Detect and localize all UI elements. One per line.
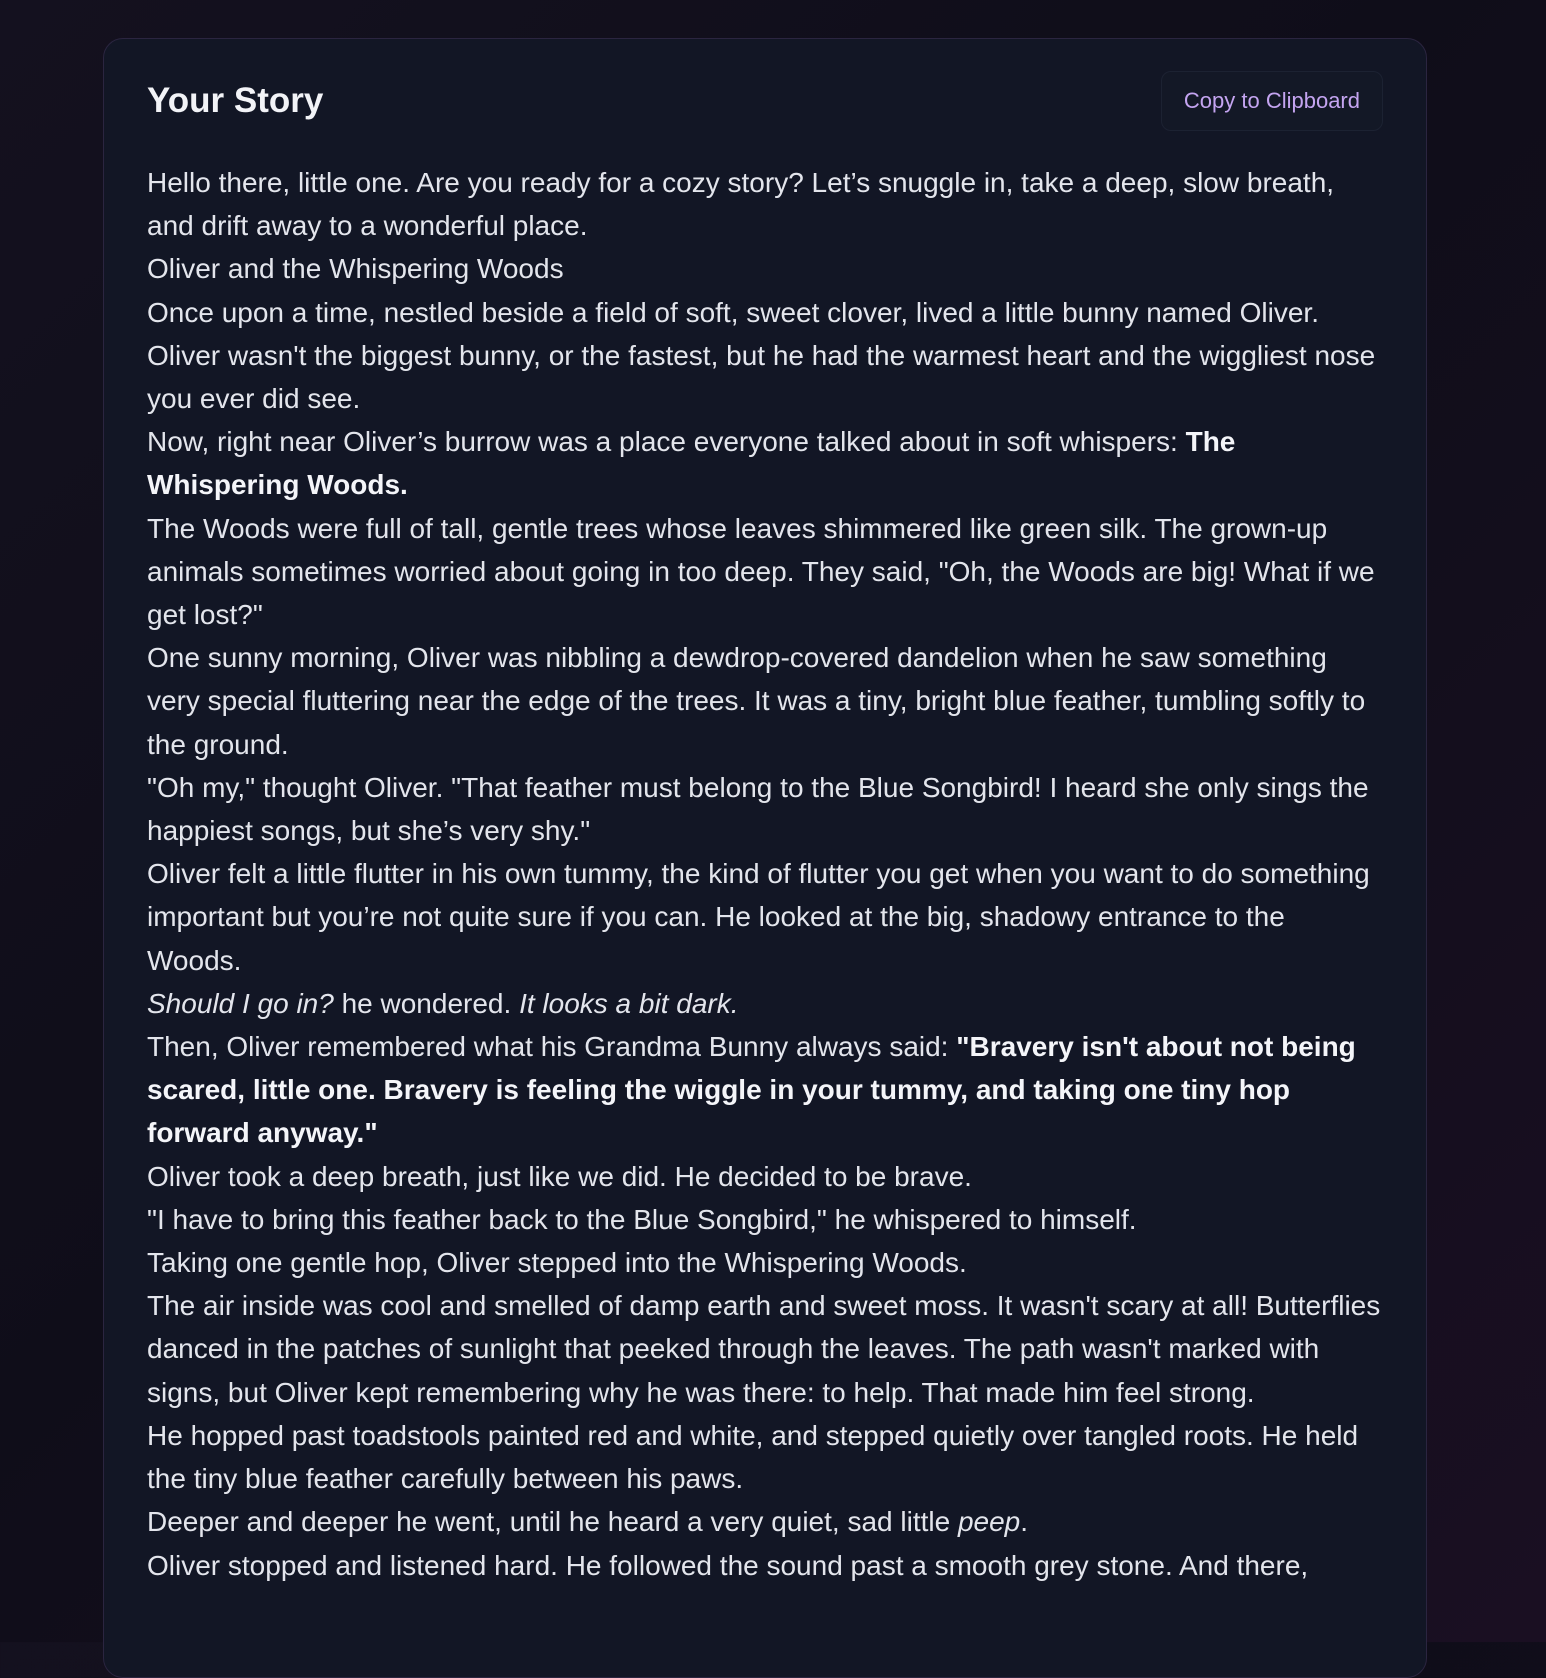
- story-paragraph: Oliver felt a little flutter in his own tummy, the kind of flutter you get when you want to do something important but you’re not quite sure if you can. He looked at the big, shadowy entrance to the Woods.: [147, 858, 1370, 976]
- story-emphasis-bold: "Bravery isn't about not being scared, little one. Bravery is feeling the wiggle in your tummy, and taking one tiny hop forward anyway.": [147, 1031, 1356, 1149]
- copy-to-clipboard-button[interactable]: Copy to Clipboard: [1161, 71, 1383, 131]
- story-emphasis-bold: The Whispering Woods.: [147, 426, 1236, 501]
- story-paragraph: [147, 1500, 1383, 1543]
- story-text: [147, 161, 1383, 1587]
- story-title: Oliver and the Whispering Woods: [147, 253, 564, 285]
- story-paragraph: The Woods were full of tall, gentle trees whose leaves shimmered like green silk. The grown-up animals sometimes worried about going in too deep. They said, "Oh, the Woods are big! What if we get lost?": [147, 512, 1375, 631]
- story-paragraph: [147, 1025, 1383, 1155]
- story-paragraph: Once upon a time, nestled beside a field of soft, sweet clover, lived a little bunny named Oliver. Oliver wasn't the biggest bunny, or the fastest, but he had the warmest heart and the wiggliest nose you ever did see.: [147, 296, 1376, 415]
- story-text-run: .: [1020, 1506, 1029, 1538]
- story-paragraph: He hopped past toadstools painted red and white, and stepped quietly over tangled roots. He held the tiny blue feather carefully between his paws.: [147, 1419, 1359, 1495]
- story-text-run: Now, right near Oliver’s burrow was a place everyone talked about in soft whispers:: [147, 426, 1186, 458]
- card-title: Your Story: [147, 81, 324, 120]
- story-paragraph: Hello there, little one. Are you ready for a cozy story? Let’s snuggle in, take a deep, slow breath, and drift away to a wonderful place.: [147, 167, 1335, 242]
- story-paragraph: [147, 420, 1383, 506]
- story-emphasis-italic: It looks a bit dark.: [519, 987, 739, 1019]
- story-paragraph: One sunny morning, Oliver was nibbling a dewdrop-covered dandelion when he saw something very special fluttering near the edge of the trees. It was a tiny, bright blue feather, tumbling softly to the ground.: [147, 642, 1366, 760]
- story-paragraph: Taking one gentle hop, Oliver stepped into the Whispering Woods.: [147, 1247, 967, 1279]
- story-paragraph: Oliver took a deep breath, just like we did. He decided to be brave.: [147, 1160, 972, 1192]
- story-paragraph: "Oh my," thought Oliver. "That feather must belong to the Blue Songbird! I heard she only sings the happiest songs, but she’s very shy.": [147, 771, 1369, 847]
- story-card: [103, 38, 1427, 1678]
- story-paragraph: "I have to bring this feather back to the Blue Songbird," he whispered to himself.: [147, 1203, 1137, 1235]
- story-paragraph: The air inside was cool and smelled of damp earth and sweet moss. It wasn't scary at all! Butterflies danced in the patches of sunlight that peeked through the leaves. The path wasn't marked with signs, but Oliver kept remembering why he was there: to help. That made him feel strong.: [147, 1290, 1381, 1408]
- story-paragraph: [147, 982, 1383, 1025]
- story-text-run: he wondered.: [333, 987, 520, 1019]
- story-emphasis-italic: peep: [957, 1506, 1021, 1538]
- card-header: [147, 39, 1383, 161]
- story-paragraph: Oliver stopped and listened hard. He followed the sound past a smooth grey stone. And there,: [147, 1549, 1309, 1581]
- story-emphasis-italic: Should I go in?: [147, 987, 334, 1019]
- story-text-run: Then, Oliver remembered what his Grandma Bunny always said:: [147, 1031, 957, 1063]
- story-text-run: Deeper and deeper he went, until he heard a very quiet, sad little: [147, 1506, 958, 1538]
